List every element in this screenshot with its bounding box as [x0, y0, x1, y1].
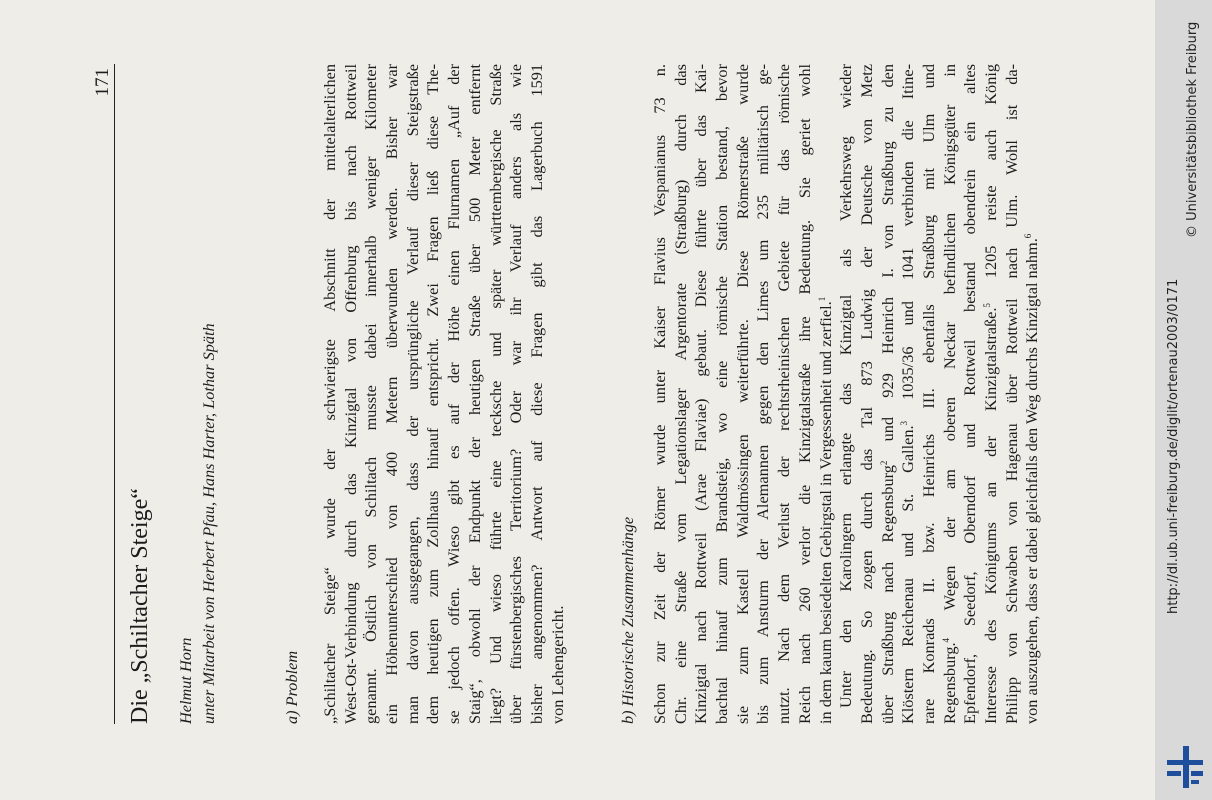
text-line: Kinzigtal nach Rottweil (Arae Flaviae) gebaut. Diese führte über das Kai-	[691, 64, 711, 724]
text-line: se jedoch offen. Wieso gibt es auf der Höhe einen Flurnamen „Auf der	[444, 64, 464, 724]
text-line: Bedeutung. So zogen durch das Tal 873 Ludwig der Deutsche von Metz	[856, 64, 876, 724]
logo-bar	[1167, 771, 1181, 776]
line-text: in dem kaum besiedelten Gebirgstal in Vergessenheit und zerfiel.	[815, 301, 835, 724]
text-line: Schon zur Zeit der Römer wurde unter Kaiser Flavius Vespanianus 73 n.	[650, 64, 669, 724]
ub-freiburg-logo-icon	[1165, 744, 1205, 790]
text-line: ein Höhenunterschied von 400 Metern überwunden werden. Bisher war	[382, 64, 402, 724]
text-line: nutzt. Nach dem Verlust der rechtsrheinischen Gebiete für das römische	[774, 64, 794, 724]
text-line: West-Ost-Verbindung durch das Kinzigtal von Offenburg bis nach Rottweil	[340, 64, 360, 724]
text-line: Staig“, obwohl der Endpunkt der heutigen Straße über 500 Meter entfernt	[464, 64, 484, 724]
text-line: bachtal hinauf zum Brandsteig, wo eine römische Station bestand, bevor	[712, 64, 732, 724]
line-text: Wegen der am oberen Neckar befindlichen Königsgüter in	[939, 64, 959, 638]
article-title: Die „Schiltacher Steige“	[127, 488, 153, 724]
line-text: 1205 reiste auch König	[981, 64, 1000, 304]
footnote-marker: 1	[816, 296, 827, 302]
text-line: man davon ausgegangen, dass der ursprüngliche Verlauf dieser Steigstraße	[402, 64, 422, 724]
footnote-marker: 3	[899, 420, 910, 426]
text-line: rare Konrads II. bzw. Heinrichs III. ebenfalls Straßburg mit Ulm und	[918, 64, 938, 724]
text-line: über fürstenbergisches Territorium? Oder war ihr Verlauf anders als wie	[506, 64, 526, 724]
author-name: Helmut Horn	[176, 637, 195, 724]
paragraph-problem	[320, 64, 568, 724]
text-line	[816, 64, 837, 724]
page-number: 171	[92, 68, 113, 97]
text-line: liegt? Und wieso führte eine tecksche und später württembergische Straße	[485, 64, 505, 724]
footnote-marker: 2	[878, 460, 889, 466]
line-text: 1035/36 und 1041 verbinden die Itine-	[898, 64, 918, 421]
logo-bar	[1191, 771, 1203, 776]
text-line: Philipp von Schwaben von Hagenau über Rottweil nach Ulm. Wohl ist da-	[1001, 64, 1021, 724]
document-url-link[interactable]: http://dl.ub.uni-freiburg.de/diglit/ortenau2003/0171	[1166, 278, 1181, 614]
text-line	[1022, 64, 1043, 724]
logo-bar	[1183, 746, 1189, 788]
coauthors-line: unter Mitarbeit von Herbert Pfau, Hans Harter, Lothar Späth	[199, 323, 218, 724]
logo-bar	[1191, 780, 1199, 784]
text-line	[878, 64, 899, 724]
line-text: von auszugehen, dass er dabei gleichfalls den Weg durchs Kinzigtal nahm.	[1022, 238, 1042, 724]
line-text: Interesse des Königtums an der Kinzigtalstraße.	[981, 307, 1000, 724]
text-line: Reich nach 260 verlor die Kinzigtalstraße ihre Bedeutung. Sie geriet wohl	[794, 64, 814, 724]
text-line: von Lehengericht.	[547, 605, 567, 724]
text-line: Unter den Karolingern erlangte das Kinzigtal als Verkehrsweg wieder	[836, 64, 856, 708]
text-line	[898, 64, 919, 724]
text-line: Chr. eine Straße vom Legationslager Argentorate (Straßburg) durch das	[670, 64, 690, 724]
footnote-marker: 4	[940, 637, 951, 643]
text-line: sie zum Kastell Waldmössingen weiterführte. Diese Römerstraße wurde	[732, 64, 752, 724]
copyright-notice: © Universitätsbibliothek Freiburg	[1185, 21, 1200, 238]
text-line	[940, 64, 961, 724]
line-text: über Straßburg nach Regensburg	[877, 465, 897, 724]
text-line	[981, 64, 1002, 724]
section-heading-problem: a) Problem	[282, 650, 301, 724]
library-sidebar	[1155, 0, 1212, 800]
line-text: Regensburg.	[939, 642, 959, 724]
text-line: bisher angenommen? Antwort auf diese Fragen gibt das Lagerbuch 1591	[526, 64, 546, 724]
paragraph-historical-context	[650, 64, 1043, 724]
text-line: Epfendorf, Seedorf, Oberndorf und Rottweil bestand obendrein ein altes	[960, 64, 980, 724]
footnote-marker: 6	[1023, 233, 1034, 239]
line-text: Klöstern Reichenau und St. Gallen.	[898, 425, 918, 724]
text-line: „Schiltacher Steige“ wurde der schwierigste Abschnitt der mittelalterlichen	[320, 64, 339, 724]
footnote-marker: 5	[982, 303, 992, 308]
text-line: bis zum Ansturm der Alemannen gegen den Limes um 235 militärisch ge-	[753, 64, 773, 724]
header-rule	[114, 64, 115, 724]
line-text: und 929 Heinrich I. von Straßburg zu den	[877, 64, 897, 461]
section-heading-historical-context: b) Historische Zusammenhänge	[618, 516, 637, 724]
text-line: dem heutigen zum Zollhaus hinauf entspricht. Zwei Fragen ließ diese The-	[423, 64, 443, 724]
text-line: genannt. Östlich von Schiltach musste dabei innerhalb weniger Kilometer	[361, 64, 381, 724]
